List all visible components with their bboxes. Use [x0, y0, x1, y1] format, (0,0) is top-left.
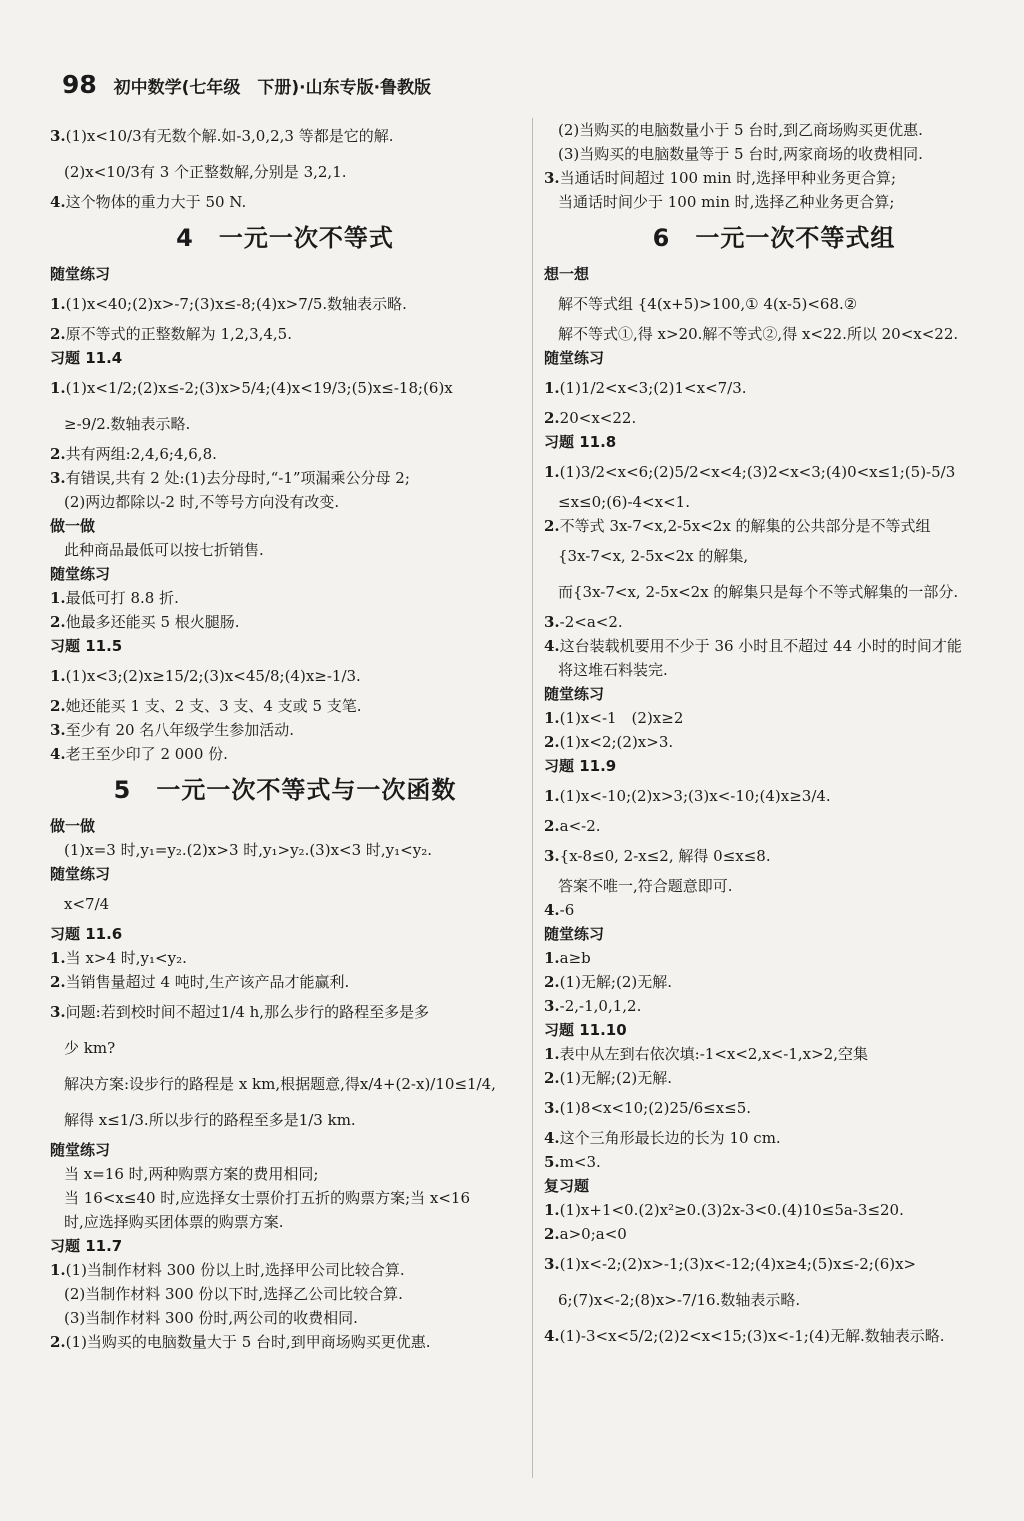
answer-text: -6 [559, 901, 575, 919]
answer-text: ≤x≤0;(6)-4<x<1. [558, 493, 690, 511]
answer-text: -2,-1,0,1,2. [559, 997, 642, 1015]
answer-text: a<-2. [559, 817, 601, 835]
answer-line [50, 1330, 520, 1354]
item-number: 1. [544, 1201, 560, 1219]
answer-block [50, 370, 520, 514]
answer-line [50, 1186, 520, 1210]
answer-text: (1)x<3;(2)x≥15/2;(3)x<45/8;(4)x≥-1/3. [65, 667, 361, 685]
page-header [62, 70, 431, 99]
answer-line [50, 118, 520, 154]
answer-line [544, 706, 1004, 730]
answer-line [50, 154, 520, 190]
answer-text: 解得 x≤1/3.所以步行的路程至多是1/3 km. [64, 1111, 356, 1129]
answer-text: -2<a<2. [559, 613, 623, 631]
answer-text: 当 16<x≤40 时,应选择女士票价打五折的购票方案;当 x<16 [64, 1189, 471, 1207]
answer-line [50, 946, 520, 970]
answer-line [50, 610, 520, 634]
item-number: 1. [544, 1045, 560, 1063]
answer-text: 原不等式的正整数解为 1,2,3,4,5. [65, 325, 292, 343]
answer-text: (2)当制作材料 300 份以下时,选择乙公司比较合算. [64, 1285, 403, 1303]
answer-text: 共有两组:2,4,6;4,6,8. [65, 445, 217, 463]
answer-line [544, 1126, 1004, 1150]
answer-block [50, 658, 520, 766]
answer-line [544, 490, 1004, 514]
answer-text: a>0;a<0 [559, 1225, 627, 1243]
item-number: 3. [544, 1099, 560, 1117]
answer-text: 此种商品最低可以按七折销售. [64, 541, 264, 559]
left-column [50, 118, 520, 1354]
answer-text: 20<x<22. [559, 409, 637, 427]
answer-text: (1)无解;(2)无解. [559, 973, 672, 991]
item-number: 3. [50, 127, 66, 145]
answer-line [50, 442, 520, 466]
answer-line [544, 946, 1004, 970]
answer-text: 老王至少印了 2 000 份. [65, 745, 228, 763]
item-number: 3. [50, 469, 66, 487]
answer-block [50, 586, 520, 634]
answer-block [50, 1162, 520, 1234]
item-number: 1. [50, 295, 66, 313]
answer-text: {x-8≤0, 2-x≤2, 解得 0≤x≤8. [559, 847, 771, 865]
answer-text: 最低可打 8.8 折. [65, 589, 179, 607]
answer-text: (1)x<2;(2)x>3. [559, 733, 674, 751]
answer-text: (1)x<10/3有无数个解.如-3,0,2,3 等都是它的解. [65, 127, 394, 145]
answer-text: 解不等式组 {4(x+5)>100,① 4(x-5)<68.② [558, 295, 858, 313]
answer-text: (1)x=3 时,y₁=y₂.(2)x>3 时,y₁>y₂.(3)x<3 时,y₁<y₂. [64, 841, 432, 859]
answer-text: 这台装载机要用不少于 36 小时且不超过 44 小时的时间才能 [559, 637, 962, 655]
answer-text: 当 x=16 时,两种购票方案的费用相同; [64, 1165, 319, 1183]
answer-line [544, 1246, 1004, 1282]
item-number: 2. [50, 1333, 66, 1351]
answer-line [50, 190, 520, 214]
answer-line [50, 1030, 520, 1066]
answer-text: 表中从左到右依次填:-1<x<2,x<-1,x>2,空集 [559, 1045, 868, 1063]
answer-block [544, 946, 1004, 1018]
answer-line [544, 322, 1004, 346]
answer-text: m<3. [559, 1153, 601, 1171]
answer-line [50, 886, 520, 922]
answer-text: (3)当购买的电脑数量等于 5 台时,两家商场的收费相同. [558, 145, 923, 163]
answer-block [50, 286, 520, 346]
answer-text: 解决方案:设步行的路程是 x km,根据题意,得x/4+(2-x)/10≤1/4, [64, 1075, 496, 1093]
column-divider [532, 118, 533, 1478]
item-number: 4. [544, 901, 560, 919]
item-number: 2. [50, 613, 66, 631]
item-number: 3. [544, 997, 560, 1015]
item-number: 3. [50, 721, 66, 739]
answer-text: 时,应选择购买团体票的购票方案. [64, 1213, 284, 1231]
answer-text: (1)无解;(2)无解. [559, 1069, 672, 1087]
subsection-heading: 习题 11.10 [544, 1021, 627, 1039]
item-number: 4. [544, 637, 560, 655]
answer-line [544, 1042, 1004, 1066]
answer-line [544, 1222, 1004, 1246]
item-number: 1. [544, 709, 560, 727]
answer-line [544, 1066, 1004, 1090]
answer-text: (1)x+1<0.(2)x²≥0.(3)2x-3<0.(4)10≤5a-3≤20. [559, 1201, 904, 1219]
answer-line [50, 1066, 520, 1102]
subsection-heading: 习题 11.9 [544, 757, 617, 775]
answer-text: (1)1/2<x<3;(2)1<x<7/3. [559, 379, 747, 397]
answer-line [544, 1090, 1004, 1126]
answer-line [544, 658, 1004, 682]
answer-line [50, 994, 520, 1030]
answer-line [544, 970, 1004, 994]
answer-block [544, 286, 1004, 346]
answer-line [50, 718, 520, 742]
answer-block [544, 778, 1004, 922]
item-number: 2. [544, 817, 560, 835]
answer-line [50, 1306, 520, 1330]
subsection-heading: 习题 11.4 [50, 349, 123, 367]
item-number: 1. [544, 787, 560, 805]
answer-line [544, 730, 1004, 754]
answer-text: (1)当制作材料 300 份以上时,选择甲公司比较合算. [65, 1261, 405, 1279]
answer-line [544, 286, 1004, 322]
answer-text: 他最多还能买 5 根火腿肠. [65, 613, 240, 631]
item-number: 1. [544, 949, 560, 967]
item-number: 2. [544, 973, 560, 991]
answer-text: 6;(7)x<-2;(8)x>-7/16.数轴表示略. [558, 1291, 801, 1309]
answer-text: (1)x<-2;(2)x>-1;(3)x<-12;(4)x≥4;(5)x≤-2;(6)x> [559, 1255, 917, 1273]
subsection-heading: 随堂练习 [50, 865, 111, 883]
item-number: 2. [50, 445, 66, 463]
answer-block [544, 706, 1004, 754]
answer-block [544, 454, 1004, 682]
item-number: 1. [544, 463, 560, 481]
answer-block [50, 838, 520, 862]
item-number: 2. [50, 697, 66, 715]
answer-line [544, 610, 1004, 634]
answer-block [544, 118, 1004, 214]
item-number: 2. [544, 1225, 560, 1243]
answer-text: (1)x<-1 (2)x≥2 [559, 709, 684, 727]
answer-line [544, 898, 1004, 922]
answer-text: 当通话时间超过 100 min 时,选择甲种业务更合算; [559, 169, 897, 187]
answer-text: (2)x<10/3有 3 个正整数解,分别是 3,2,1. [64, 163, 347, 181]
answer-line [50, 1210, 520, 1234]
section-title: 6 一元一次不等式组 [652, 224, 896, 252]
section-title: 5 一元一次不等式与一次函数 [113, 776, 457, 804]
answer-text: (2)当购买的电脑数量小于 5 台时,到乙商场购买更优惠. [558, 121, 923, 139]
answer-line [544, 514, 1004, 538]
answer-line [544, 574, 1004, 610]
subsection-heading: 随堂练习 [544, 925, 605, 943]
answer-block [544, 370, 1004, 430]
answer-block [50, 1258, 520, 1354]
answer-line [544, 370, 1004, 406]
answer-text: 当通话时间少于 100 min 时,选择乙种业务更合算; [558, 193, 895, 211]
item-number: 4. [50, 193, 66, 211]
answer-line [50, 838, 520, 862]
answer-line [544, 454, 1004, 490]
answer-line [544, 838, 1004, 874]
subsection-heading: 做一做 [50, 517, 96, 535]
subsection-heading: 随堂练习 [50, 565, 111, 583]
answer-line [544, 1150, 1004, 1174]
answer-text: 答案不唯一,符合题意即可. [558, 877, 733, 895]
answer-text: (1)8<x<10;(2)25/6≤x≤5. [559, 1099, 752, 1117]
answer-text: 这个三角形最长边的长为 10 cm. [559, 1129, 781, 1147]
item-number: 3. [544, 613, 560, 631]
book-title: 初中数学(七年级 下册)·山东专版·鲁教版 [113, 78, 432, 98]
answer-text: (2)两边都除以-2 时,不等号方向没有改变. [64, 493, 340, 511]
answer-block [50, 946, 520, 1138]
answer-text: 有错误,共有 2 处:(1)去分母时,“-1”项漏乘公分母 2; [65, 469, 410, 487]
answer-line [50, 742, 520, 766]
answer-line [50, 1162, 520, 1186]
answer-text: 她还能买 1 支、2 支、3 支、4 支或 5 支笔. [65, 697, 362, 715]
answer-text: 少 km? [64, 1039, 116, 1057]
answer-line [50, 322, 520, 346]
answer-text: 解不等式①,得 x>20.解不等式②,得 x<22.所以 20<x<22. [558, 325, 959, 343]
item-number: 3. [544, 1255, 560, 1273]
answer-line [50, 286, 520, 322]
answer-block [50, 538, 520, 562]
section-title: 4 一元一次不等式 [176, 224, 394, 252]
answer-line [50, 586, 520, 610]
answer-block [50, 118, 520, 214]
answer-line [50, 658, 520, 694]
answer-text: a≥b [559, 949, 591, 967]
item-number: 1. [50, 379, 66, 397]
answer-text: (1)当购买的电脑数量大于 5 台时,到甲商场购买更优惠. [65, 1333, 431, 1351]
answer-text: {3x-7<x, 2-5x<2x 的解集, [558, 547, 749, 565]
answer-line [544, 538, 1004, 574]
item-number: 1. [544, 379, 560, 397]
subsection-heading: 做一做 [50, 817, 96, 835]
item-number: 5. [544, 1153, 560, 1171]
answer-line [50, 466, 520, 490]
answer-line [544, 1198, 1004, 1222]
answer-line [50, 970, 520, 994]
answer-text: 问题:若到校时间不超过1/4 h,那么步行的路程至多是多 [65, 1003, 430, 1021]
subsection-heading: 想一想 [544, 265, 590, 283]
answer-line [50, 1102, 520, 1138]
answer-line [544, 994, 1004, 1018]
subsection-heading: 习题 11.5 [50, 637, 123, 655]
answer-text: 当 x>4 时,y₁<y₂. [65, 949, 187, 967]
subsection-heading: 随堂练习 [50, 1141, 111, 1159]
answer-text: (1)x<1/2;(2)x≤-2;(3)x>5/4;(4)x<19/3;(5)x≤-18;(6)x [65, 379, 453, 397]
item-number: 3. [544, 847, 560, 865]
answer-block [544, 1198, 1004, 1354]
item-number: 2. [544, 1069, 560, 1087]
answer-line [544, 190, 1004, 214]
answer-line [544, 118, 1004, 142]
item-number: 2. [544, 733, 560, 751]
item-number: 3. [544, 169, 560, 187]
answer-text: (1)x<40;(2)x>-7;(3)x≤-8;(4)x>7/5.数轴表示略. [65, 295, 407, 313]
subsection-heading: 随堂练习 [50, 265, 111, 283]
subsection-heading: 习题 11.8 [544, 433, 617, 451]
answer-block [544, 1042, 1004, 1174]
answer-line [50, 1258, 520, 1282]
right-column [544, 118, 1004, 1354]
answer-text: x<7/4 [64, 895, 110, 913]
answer-line [544, 166, 1004, 190]
answer-line [544, 406, 1004, 430]
item-number: 4. [50, 745, 66, 763]
subsection-heading: 随堂练习 [544, 685, 605, 703]
answer-line [50, 1282, 520, 1306]
answer-line [50, 490, 520, 514]
answer-line [544, 778, 1004, 814]
answer-text: 当销售量超过 4 吨时,生产该产品才能赢利. [65, 973, 350, 991]
item-number: 4. [544, 1129, 560, 1147]
answer-line [544, 634, 1004, 658]
answer-line [50, 370, 520, 406]
answer-line [544, 1282, 1004, 1318]
item-number: 2. [544, 517, 560, 535]
answer-text: 不等式 3x-7<x,2-5x<2x 的解集的公共部分是不等式组 [559, 517, 931, 535]
item-number: 1. [50, 589, 66, 607]
subsection-heading: 随堂练习 [544, 349, 605, 367]
answer-line [50, 538, 520, 562]
answer-text: (3)当制作材料 300 份时,两公司的收费相同. [64, 1309, 358, 1327]
answer-text: 将这堆石料装完. [558, 661, 668, 679]
item-number: 1. [50, 1261, 66, 1279]
answer-line [544, 142, 1004, 166]
subsection-heading: 习题 11.7 [50, 1237, 123, 1255]
item-number: 1. [50, 949, 66, 967]
answer-line [544, 874, 1004, 898]
answer-line [544, 1318, 1004, 1354]
subsection-heading: 复习题 [544, 1177, 590, 1195]
answer-text: (1)x<-10;(2)x>3;(3)x<-10;(4)x≥3/4. [559, 787, 831, 805]
item-number: 3. [50, 1003, 66, 1021]
answer-line [544, 814, 1004, 838]
item-number: 2. [50, 973, 66, 991]
answer-text: 至少有 20 名八年级学生参加活动. [65, 721, 295, 739]
subsection-heading: 习题 11.6 [50, 925, 123, 943]
item-number: 1. [50, 667, 66, 685]
answer-text: (1)-3<x<5/2;(2)2<x<15;(3)x<-1;(4)无解.数轴表示略. [559, 1327, 945, 1345]
answer-block [50, 886, 520, 922]
page-number: 98 [62, 70, 97, 99]
item-number: 4. [544, 1327, 560, 1345]
answer-line [50, 694, 520, 718]
item-number: 2. [544, 409, 560, 427]
answer-text: 这个物体的重力大于 50 N. [65, 193, 247, 211]
answer-text: 而{3x-7<x, 2-5x<2x 的解集只是每个不等式解集的一部分. [558, 583, 959, 601]
answer-line [50, 406, 520, 442]
item-number: 2. [50, 325, 66, 343]
answer-text: (1)3/2<x<6;(2)5/2<x<4;(3)2<x<3;(4)0<x≤1;(5)-5/3 [559, 463, 956, 481]
answer-text: ≥-9/2.数轴表示略. [64, 415, 191, 433]
